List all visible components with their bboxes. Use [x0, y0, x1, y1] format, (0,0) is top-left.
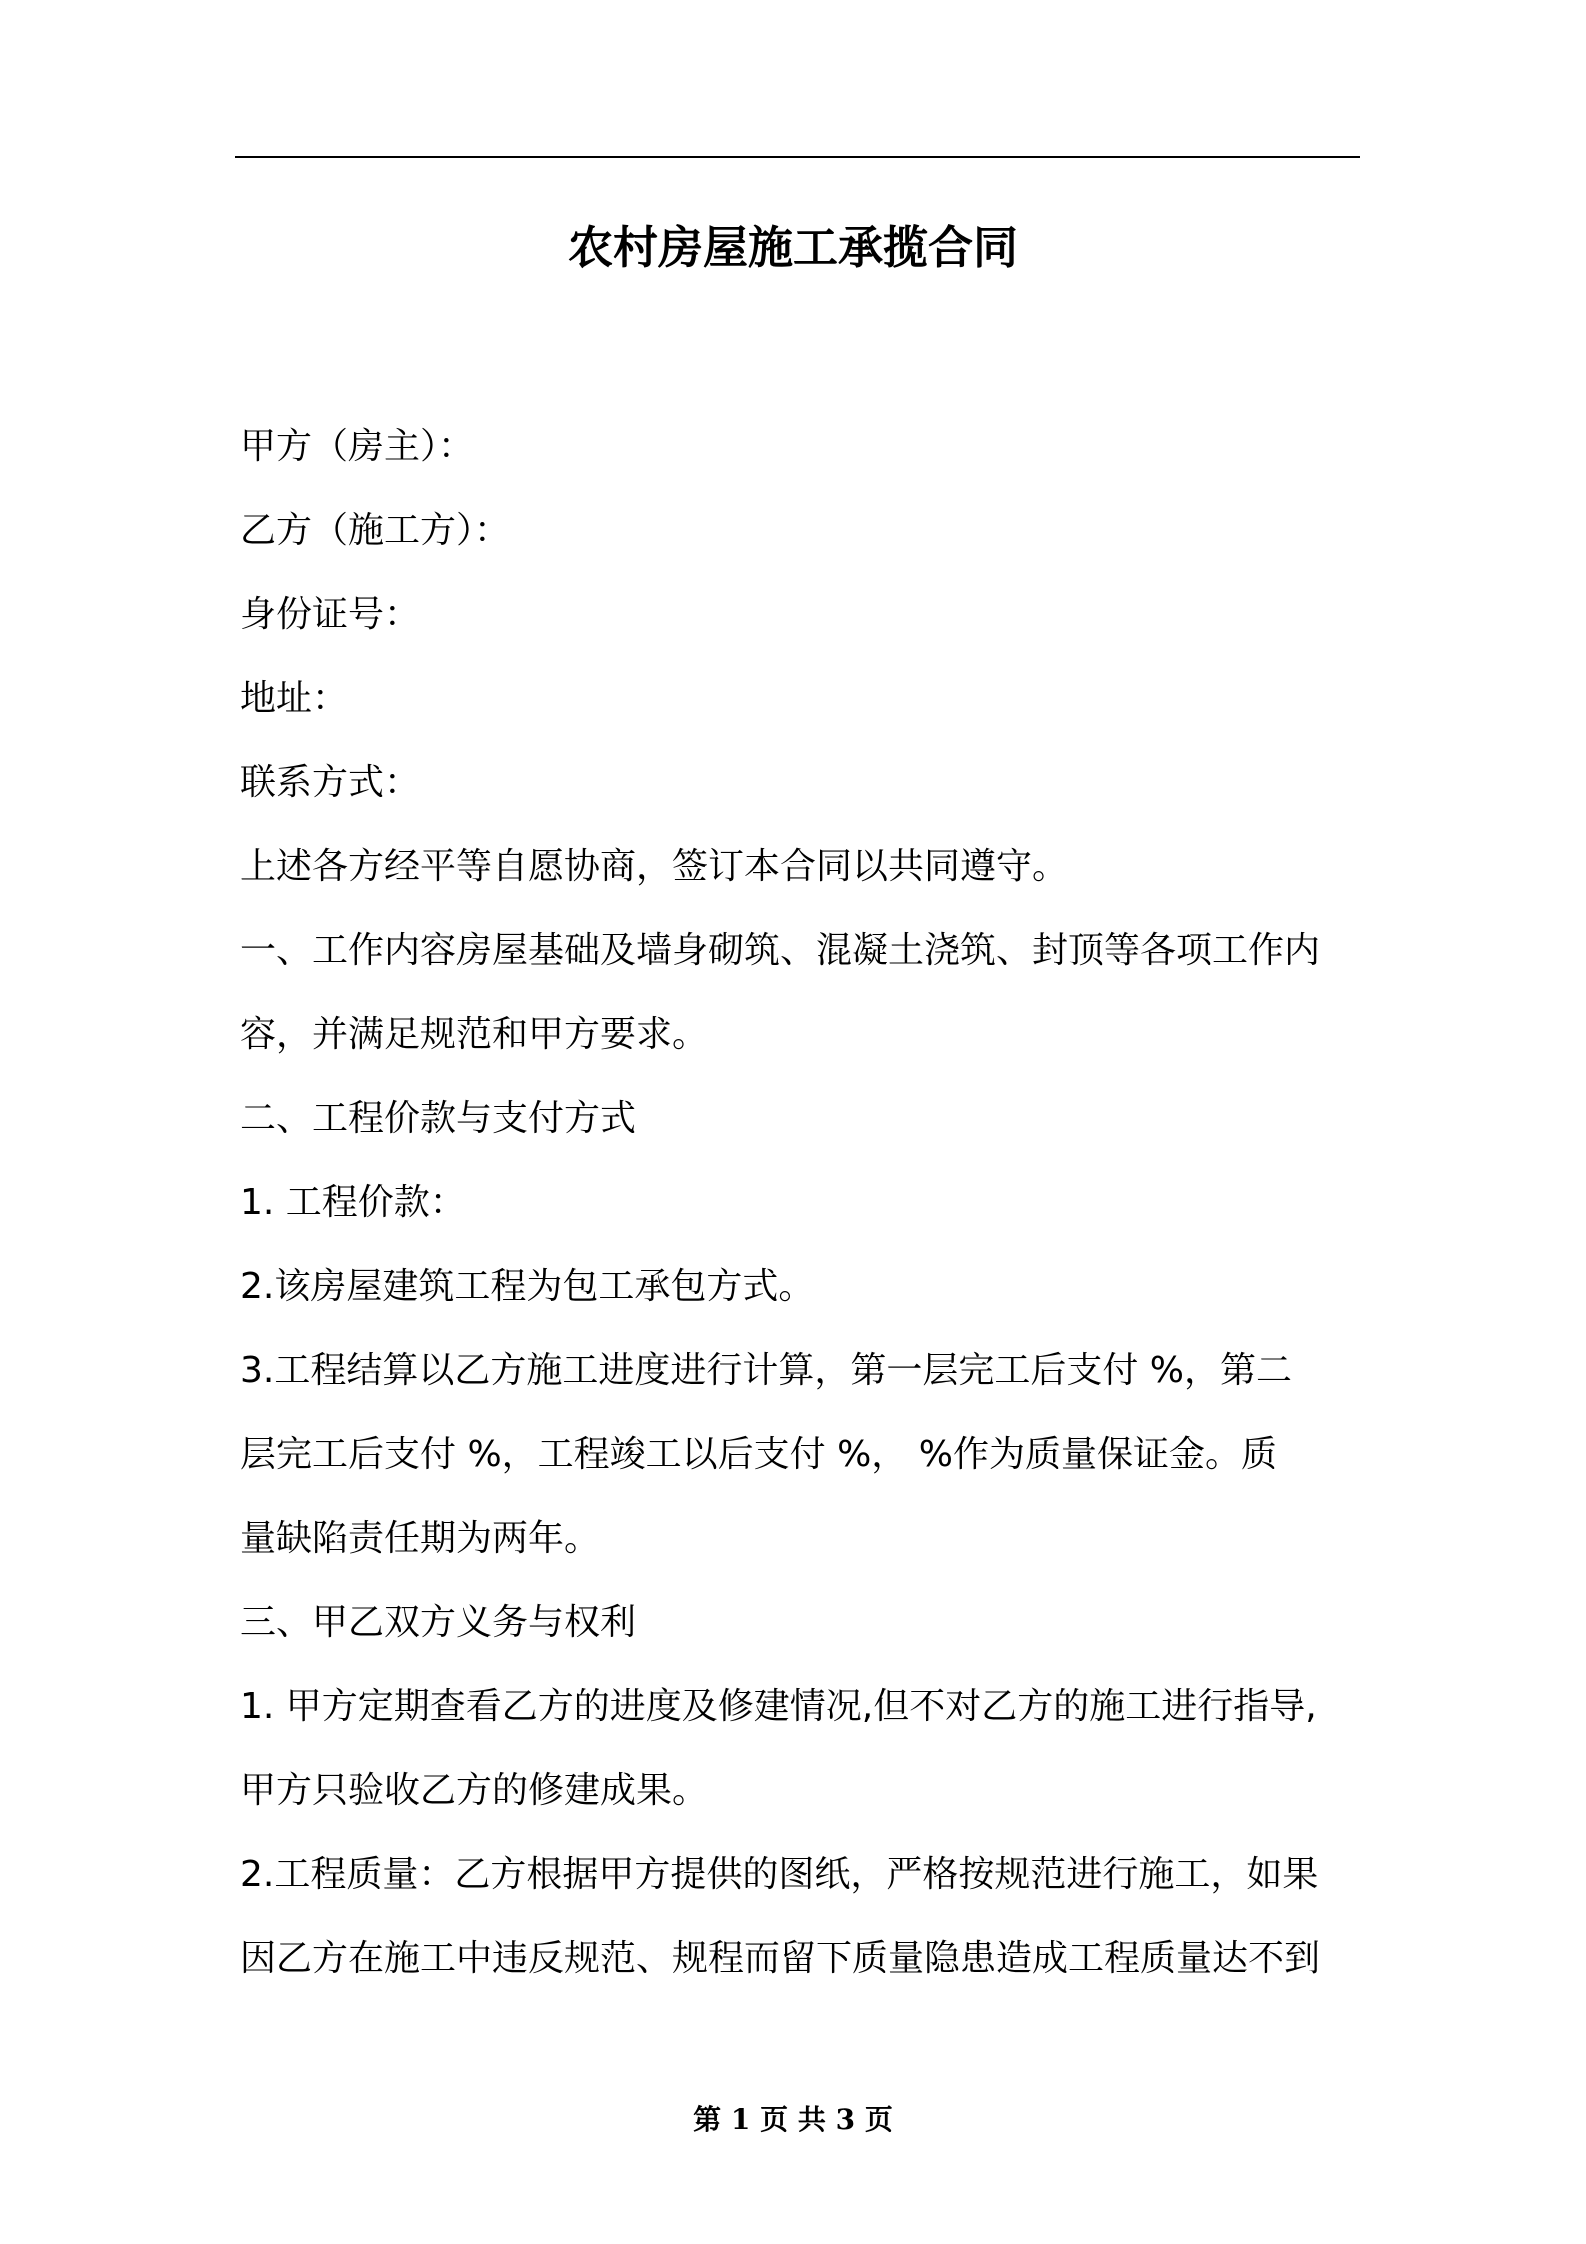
line-address: 地址： [240, 678, 349, 719]
header-rule [235, 156, 1360, 158]
line-2-2: 2.该房屋建筑工程为包工承包方式。 [240, 1266, 815, 1307]
line-3-2-cont: 因乙方在施工中违反规范、规程而留下质量隐患造成工程质量达不到 [240, 1938, 1321, 1979]
line-party-a: 甲方（房主）： [240, 426, 475, 467]
page-footer: 第 1 页 共 3 页 [693, 2103, 893, 2136]
line-section-1-cont: 容，并满足规范和甲方要求。 [240, 1014, 709, 1055]
document-title: 农村房屋施工承揽合同 [567, 221, 1018, 274]
line-2-1: 1. 工程价款： [240, 1182, 466, 1223]
line-3-1-cont: 甲方只验收乙方的修建成果。 [240, 1770, 709, 1811]
line-2-3-cont-b: 量缺陷责任期为两年。 [240, 1518, 601, 1559]
line-2-3: 3.工程结算以乙方施工进度进行计算，第一层完工后支付 %，第二 [240, 1350, 1292, 1391]
document-body [240, 405, 1358, 2001]
line-section-3-heading: 三、甲乙双方义务与权利 [240, 1602, 637, 1643]
line-preamble: 上述各方经平等自愿协商，签订本合同以共同遵守。 [240, 846, 1069, 887]
line-section-1: 一、工作内容房屋基础及墙身砌筑、混凝土浇筑、封顶等各项工作内 [240, 930, 1321, 971]
line-contact: 联系方式： [240, 762, 421, 803]
line-3-2: 2.工程质量：乙方根据甲方提供的图纸，严格按规范进行施工，如果 [240, 1854, 1319, 1895]
line-party-b: 乙方（施工方）： [240, 510, 511, 551]
line-3-1: 1. 甲方定期查看乙方的进度及修建情况,但不对乙方的施工进行指导, [240, 1686, 1317, 1727]
line-id-number: 身份证号： [240, 594, 421, 635]
line-2-3-cont-a: 层完工后支付 %，工程竣工以后支付 %， %作为质量保证金。质 [240, 1434, 1277, 1475]
line-section-2-heading: 二、工程价款与支付方式 [240, 1098, 637, 1139]
